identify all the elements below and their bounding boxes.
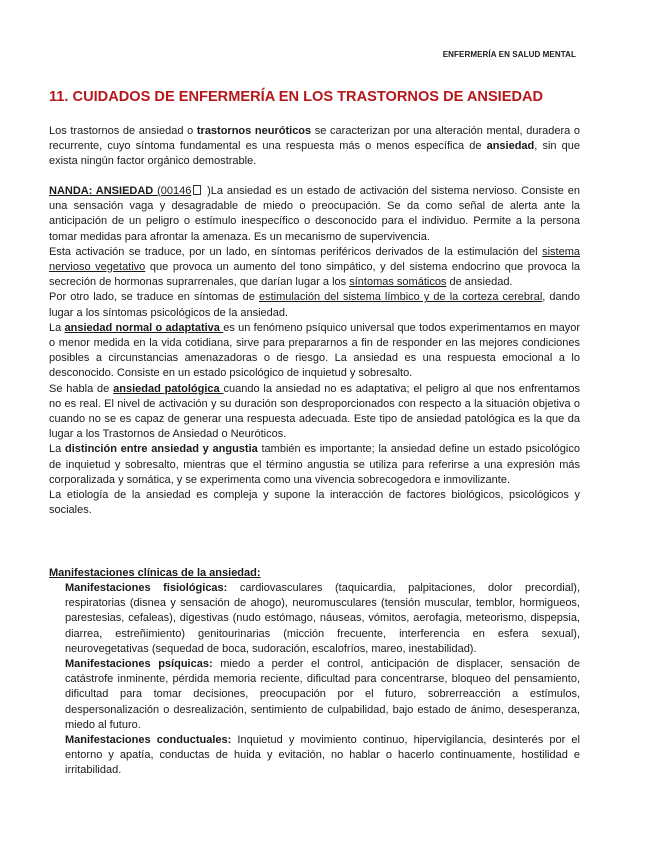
distincion-term: distinción entre ansiedad y angustia — [64, 443, 258, 456]
running-header: ENFERMERÍA EN SALUD MENTAL — [442, 50, 576, 59]
nanda-paragraph: NANDA: ANSIEDAD (00146 )La ansiedad es un estado de activación del sistema nervioso. Consiste en una sensación vaga y desagradable de miedo o preocupación. Se da como señal de alerta ante la anticipación de un peligro o estímulo inespecífico o desconocido para el individuo. Permite a la persona tomar medidas para afrontar la amenaza. Es un mecanismo de supervivencia. Esta activación se traduce, por un lado, en síntomas periféricos derivados de la estimulación del sistema nervioso vegetativo que provoca un aumento del tono simpático, y del sistema endocrino que provoca la secreción de hormonas suprarrenales, que darían lugar a los síntomas somáticos de ansiedad. Por otro lado, se traduce en síntomas de estimulación del sistema límbico y de la corteza cerebral, dando lugar a los síntomas psicológicos de la ansiedad. La ansiedad normal o adaptativa es un fenómeno psíquico universal que todos experimentamos en mayor o menor medida en la vida cotidiana, sirve para prepararnos a fin de responder en las mejores condiciones posibles a circunstancias amenazadoras o de riesgo. La ansiedad es una respuesta emocional a lo desconocido. Consiste en un estado psicológico de inquietud y sobresalto. Se habla de ansiedad patológica cuando la ansiedad no es adaptativa; el peligro al que nos enfrentamos no es real. El nivel de activación y su duración son desproporcionados con respecto a la situación objetiva o cuando no se es capaz de generar una respuesta adecuada. Este tipo de ansiedad patológica es la que da lugar a los Trastornos de Ansiedad o Neuróticos. La distinción entre ansiedad y angustia también es importante; la ansiedad define un estado psicológico de inquietud y sobresalto, mientras que el término angustia se utiliza para referirse a una expresión más corporalizada y somática, y se experimenta como una vivencia sobrecogedora e inmovilizante. La etiología de la ansiedad es compleja y supone la interacción de factores biológicos, psicológicos y sociales. — [49, 185, 581, 517]
etiologia-text: La etiología de la ansiedad es compleja y supone la interacción de factores biológicos, psicológicos y sociales. — [49, 489, 580, 517]
page-title: 11. CUIDADOS DE ENFERMERÍA EN LOS TRASTORNOS DE ANSIEDAD — [49, 89, 544, 105]
manifestaciones-list: Manifestaciones fisiológicas: cardiovasculares (taquicardia, palpitaciones, dolor precordial), respiratorias (disnea y sensación de ahogo), neuromusculares (tensión muscular, temblor, hormigueos, parestesias, cefaleas), digestivas (nudo estómago, náuseas, vómitos, aerofagia, meteorismo, dispepsia, diarrea, estreñimiento) genitourinarias (micción frecuente, interferencia en esfera sexual), neurovegetativas (sequedad de boca, sudoración, escalofríos, mareo, inestabilidad). Manifestaciones psíquicas: miedo a perder el control, anticipación de displacer, sensación de catástrofe inminente, pérdida memoria reciente, dificultad para concentrarse, bloqueo del pensamiento, dificultad para tomar decisiones, preocupación por el futuro, sobrerreacción a estímulos, despersonalización o desrealización, sentimiento de culpabilidad, bajo estado de ánimo, desesperanza, miedo al futuro. Manifestaciones conductuales: Inquietud y movimiento continuo, hipervigilancia, desinterés por el entorno y apatía, conductas de huida y evitación, no hablar o hacerlo continuamente, hostilidad e irritabilidad. — [65, 582, 581, 777]
placeholder-box-icon — [193, 185, 201, 195]
psiquicas-label: Manifestaciones psíquicas: — [65, 658, 213, 671]
conductuales-label: Manifestaciones conductuales: — [65, 734, 232, 747]
nanda-label: NANDA: ANSIEDAD — [49, 185, 158, 197]
manifestaciones-heading: Manifestaciones clínicas de la ansiedad: — [49, 567, 261, 579]
ansiedad-normal-term: ansiedad normal o adaptativa — [64, 321, 224, 334]
ansiedad-patologica-term: ansiedad patológica — [113, 382, 224, 395]
intro-paragraph: Los trastornos de ansiedad o trastornos neuróticos se caracterizan por una alteración mental, duradera o recurrente, cuyo síntoma fundamental es una respuesta más o menos específica de ansiedad, sin que exista ningún factor orgánico demostrable. — [49, 125, 581, 168]
nanda-code: (00146 — [157, 185, 192, 197]
fisiologicas-label: Manifestaciones fisiológicas: — [65, 582, 228, 594]
